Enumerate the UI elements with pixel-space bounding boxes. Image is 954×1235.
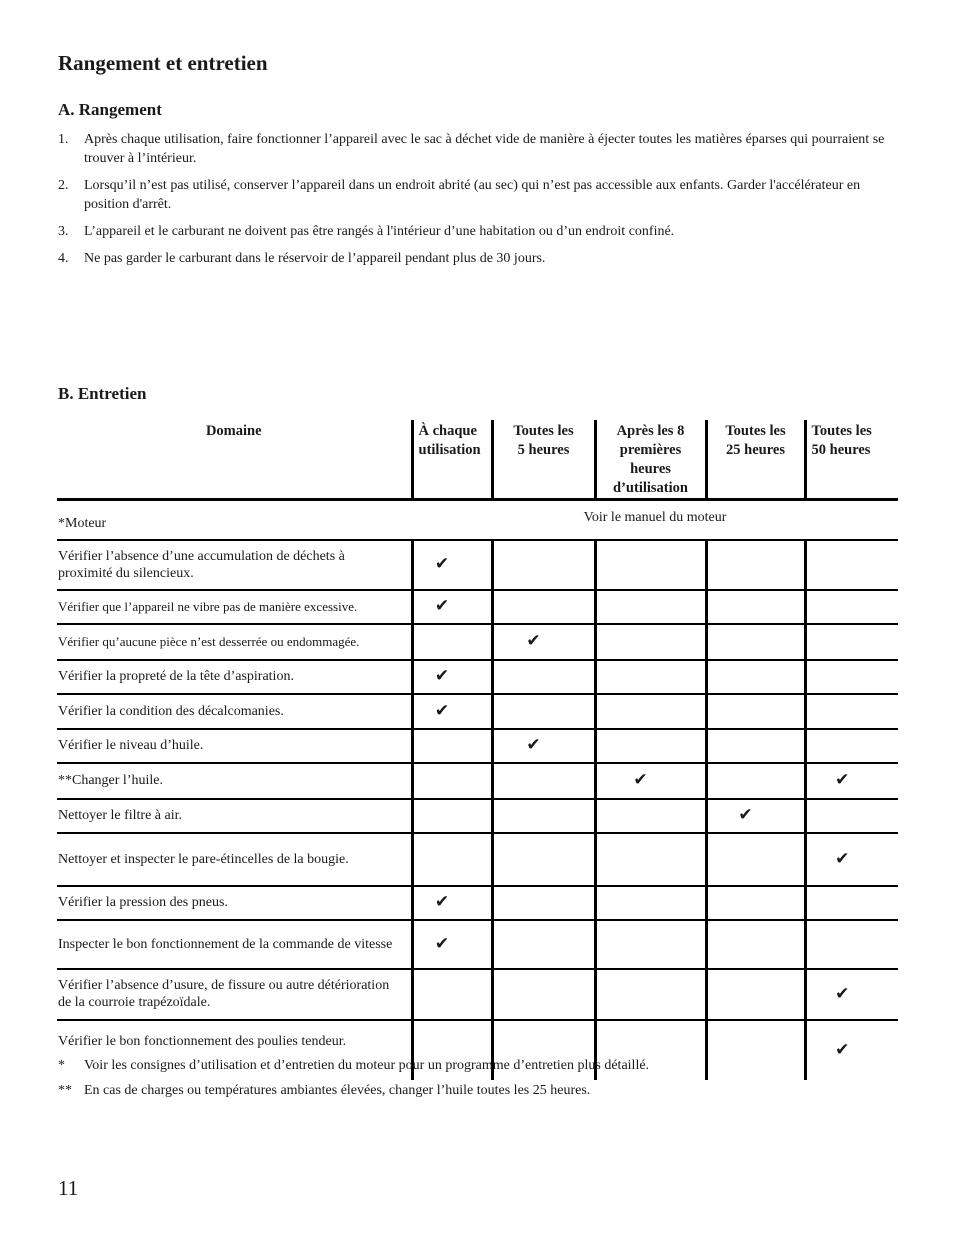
footnote <box>58 1058 649 1074</box>
check-cell <box>805 1020 898 1080</box>
list-item <box>58 176 900 214</box>
check-cell <box>706 590 805 624</box>
check-cell <box>595 624 706 660</box>
check-cell <box>412 694 492 729</box>
check-cell <box>805 694 898 729</box>
check-cell <box>805 729 898 763</box>
list-item <box>58 222 900 241</box>
table-row <box>57 920 898 969</box>
footnote-mark: ** <box>58 1083 72 1098</box>
task-cell: Inspecter le bon fonctionnement de la commande de vitesse <box>57 920 412 969</box>
check-cell <box>492 694 595 729</box>
check-cell <box>492 833 595 886</box>
list-item-number: 4. <box>58 251 69 266</box>
table-row <box>57 540 898 590</box>
check-cell <box>595 694 706 729</box>
table-row <box>57 969 898 1020</box>
table-row <box>57 590 898 624</box>
list-item <box>58 249 900 268</box>
table-row <box>57 500 898 540</box>
check-cell <box>595 763 706 799</box>
check-mark-icon: ✔ <box>835 983 850 1004</box>
check-cell <box>805 763 898 799</box>
check-cell <box>492 624 595 660</box>
footnote <box>58 1083 590 1099</box>
task-cell: Vérifier le bon fonctionnement des poulies tendeur. <box>58 1033 347 1049</box>
footnote-text: Voir les consignes d’utilisation et d’entretien du moteur pour un programme d’entretien plus détaillé. <box>84 1058 650 1073</box>
task-cell: **Changer l’huile. <box>57 763 412 799</box>
check-cell <box>492 590 595 624</box>
column-header-50-hours <box>805 420 898 500</box>
check-cell <box>706 540 805 590</box>
check-cell <box>805 920 898 969</box>
table-row <box>57 694 898 729</box>
check-cell <box>412 833 492 886</box>
table-row <box>57 763 898 799</box>
page-number: 11 <box>58 1176 79 1200</box>
check-cell <box>805 660 898 694</box>
storage-list <box>58 130 900 276</box>
check-cell <box>706 833 805 886</box>
column-header-line: utilisation <box>418 442 481 458</box>
task-cell: Nettoyer le filtre à air. <box>57 799 412 833</box>
column-header-5-hours <box>492 420 595 500</box>
check-mark-icon: ✔ <box>434 554 450 574</box>
list-item-text: Ne pas garder le carburant dans le réservoir de l’appareil pendant plus de 30 jours. <box>84 251 546 266</box>
check-cell <box>595 660 706 694</box>
check-mark-icon: ✔ <box>434 933 450 954</box>
check-mark-icon: ✔ <box>835 1039 850 1060</box>
list-item-text: Après chaque utilisation, faire fonctionner l’appareil avec le sac à déchet vide de manière à éjecter toutes les matières éparses qui pourraient se trouver à l’intérieur. <box>84 132 885 166</box>
check-cell <box>412 969 492 1020</box>
table-row <box>57 886 898 920</box>
check-cell <box>706 1020 805 1080</box>
check-cell <box>706 969 805 1020</box>
task-cell: Nettoyer et inspecter le pare-étincelles de la bougie. <box>57 833 412 886</box>
list-item <box>58 130 900 168</box>
check-cell <box>595 540 706 590</box>
check-cell <box>706 799 805 833</box>
column-header-line: 50 heures <box>811 442 871 458</box>
list-item-text: L’appareil et le carburant ne doivent pas être rangés à l'intérieur d’une habitation ou d’un endroit confiné. <box>84 224 675 239</box>
check-cell <box>595 920 706 969</box>
check-cell <box>595 729 706 763</box>
column-header-each-use <box>412 420 492 500</box>
check-cell <box>492 799 595 833</box>
footnote-mark: * <box>58 1058 65 1073</box>
check-mark-icon: ✔ <box>633 770 648 790</box>
list-item-number: 1. <box>58 132 69 147</box>
task-cell: *Moteur <box>57 500 412 540</box>
check-cell <box>595 969 706 1020</box>
check-mark-icon: ✔ <box>434 700 450 721</box>
check-cell <box>412 729 492 763</box>
check-cell <box>706 694 805 729</box>
footnote-text: En cas de charges ou températures ambiantes élevées, changer l’huile toutes les 25 heures. <box>84 1083 591 1098</box>
check-cell <box>492 540 595 590</box>
check-cell <box>492 920 595 969</box>
check-cell <box>412 624 492 660</box>
maintenance-table <box>57 420 898 1080</box>
section-a-heading: A. Rangement <box>58 100 162 119</box>
task-cell: Vérifier la condition des décalcomanies. <box>57 694 412 729</box>
task-cell: Vérifier le niveau d’huile. <box>57 729 412 763</box>
check-cell <box>706 886 805 920</box>
check-cell <box>492 729 595 763</box>
check-cell <box>595 590 706 624</box>
check-cell <box>595 886 706 920</box>
check-cell <box>412 590 492 624</box>
table-row <box>57 833 898 886</box>
check-cell <box>706 660 805 694</box>
check-cell <box>805 969 898 1020</box>
column-header-line: heures d’utilisation <box>613 461 688 496</box>
check-cell <box>492 969 595 1020</box>
column-header-line: 5 heures <box>517 442 570 458</box>
check-cell <box>706 920 805 969</box>
column-header-line: 25 heures <box>726 442 785 458</box>
column-header-25-hours <box>706 420 805 500</box>
check-cell <box>595 799 706 833</box>
check-cell <box>805 540 898 590</box>
check-cell <box>805 833 898 886</box>
check-mark-icon: ✔ <box>738 805 753 825</box>
check-cell <box>805 624 898 660</box>
check-cell <box>412 920 492 969</box>
table-row <box>57 624 898 660</box>
check-cell <box>805 590 898 624</box>
task-cell: Vérifier qu’aucune pièce n’est desserrée ou endommagée. <box>57 624 412 660</box>
task-cell: Vérifier l’absence d’usure, de fissure ou autre détérioration de la courroie trapézoïdale. <box>57 969 412 1020</box>
check-mark-icon: ✔ <box>835 770 850 790</box>
column-header-line: À chaque <box>418 423 477 439</box>
check-cell <box>805 799 898 833</box>
check-cell <box>412 763 492 799</box>
motor-note: Voir le manuel du moteur <box>412 500 898 540</box>
task-cell: Vérifier que l’appareil ne vibre pas de manière excessive. <box>57 590 412 624</box>
list-item-text: Lorsqu’il n’est pas utilisé, conserver l’appareil dans un endroit abrité (au sec) qui n’est pas accessible aux enfants. Garder l'accélérateur en position d'arrêt. <box>84 178 861 212</box>
check-mark-icon: ✔ <box>835 848 850 869</box>
table-row <box>57 799 898 833</box>
section-b-heading: B. Entretien <box>58 384 147 403</box>
check-cell <box>492 763 595 799</box>
table-header-row <box>57 420 898 500</box>
check-cell <box>706 763 805 799</box>
column-header-domain: Domaine <box>57 420 412 500</box>
list-item-number: 3. <box>58 224 69 239</box>
check-mark-icon: ✔ <box>526 735 541 755</box>
column-header-line: Toutes les <box>513 423 574 439</box>
check-mark-icon: ✔ <box>526 631 541 651</box>
list-item-number: 2. <box>58 178 69 193</box>
check-mark-icon: ✔ <box>434 666 450 686</box>
check-cell <box>412 660 492 694</box>
check-cell <box>492 660 595 694</box>
check-cell <box>412 799 492 833</box>
check-cell <box>595 833 706 886</box>
task-cell: Vérifier la pression des pneus. <box>57 886 412 920</box>
check-cell <box>706 624 805 660</box>
column-header-line: Toutes les <box>811 423 872 439</box>
check-mark-icon: ✔ <box>434 596 450 616</box>
check-cell <box>805 886 898 920</box>
check-cell <box>412 886 492 920</box>
column-header-line: Toutes les <box>725 423 786 439</box>
check-mark-icon: ✔ <box>434 892 450 912</box>
check-cell <box>706 729 805 763</box>
column-header-first-8-hours <box>595 420 706 500</box>
table-row <box>57 660 898 694</box>
column-header-line: Après les 8 premières <box>616 423 685 458</box>
table-row <box>57 729 898 763</box>
task-cell: Vérifier l’absence d’une accumulation de déchets à proximité du silencieux. <box>57 540 412 590</box>
check-cell <box>412 540 492 590</box>
page-title: Rangement et entretien <box>58 51 268 75</box>
check-cell <box>492 886 595 920</box>
task-cell: Vérifier la propreté de la tête d’aspiration. <box>57 660 412 694</box>
